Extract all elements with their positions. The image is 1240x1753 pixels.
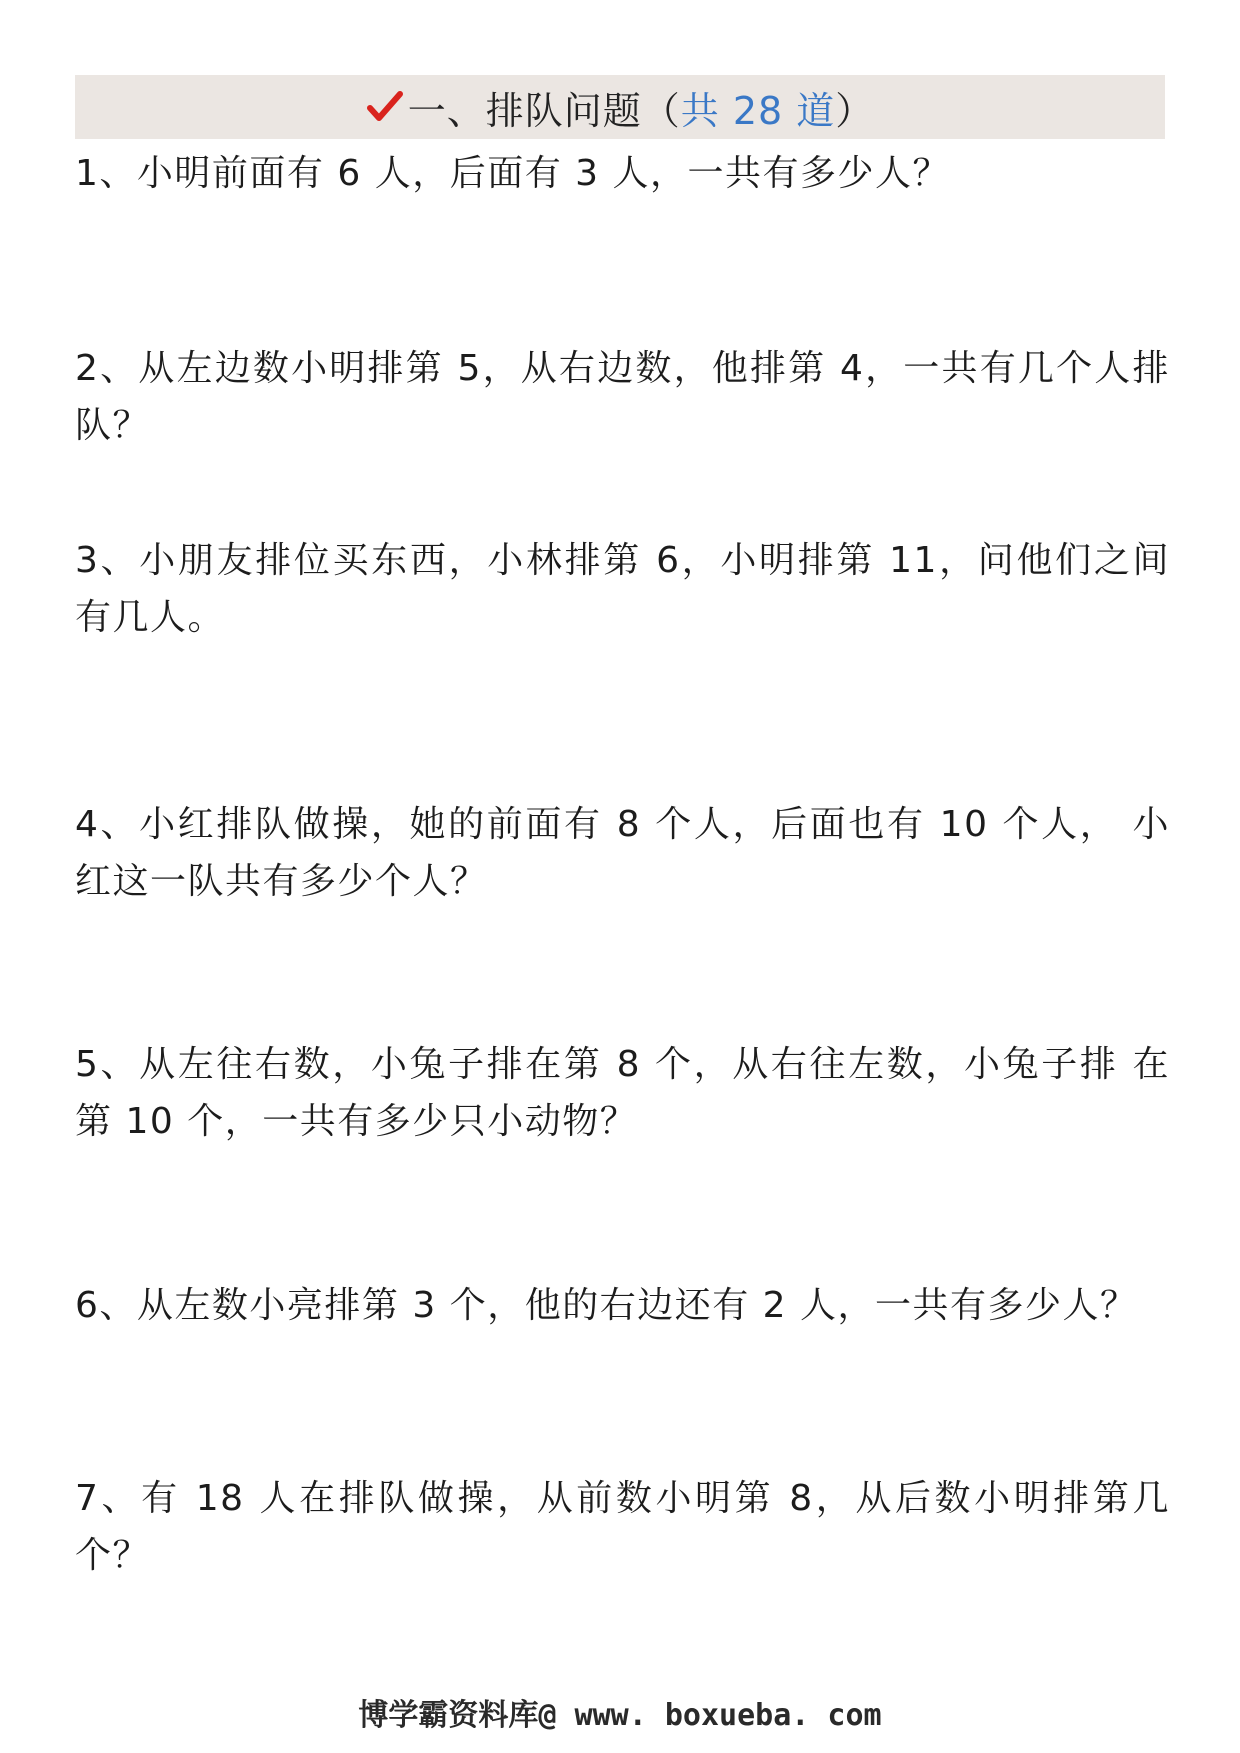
question-5: 5、从左往右数，小兔子排在第 8 个，从右往左数，小兔子排 在第 10 个，一共有多少只小动物？: [75, 1044, 1170, 1142]
check-mark-icon: [366, 88, 404, 126]
question-6: 6、从左数小亮排第 3 个，他的右边还有 2 人，一共有多少人？: [75, 1285, 1138, 1326]
question-2: 2、从左边数小明排第 5，从右边数，他排第 4，一共有几个人排队？: [75, 348, 1170, 446]
section-header: [75, 75, 1165, 139]
footer-watermark: 博学霸资料库@ www. boxueba. com: [358, 1698, 882, 1733]
question-count: 共 28 道: [680, 88, 836, 133]
question-3: 3、小朋友排位买东西，小林排第 6，小明排第 11，问他们之间有几人。: [75, 540, 1170, 638]
paren-close: ）: [835, 88, 875, 133]
question-4: 4、小红排队做操，她的前面有 8 个人，后面也有 10 个人， 小红这一队共有多少个人？: [75, 804, 1170, 902]
paren-open: （: [641, 88, 681, 133]
question-7: 7、有 18 人在排队做操，从前数小明第 8，从后数小明排第几个？: [75, 1478, 1170, 1576]
section-title: 一、排队问题: [407, 88, 642, 133]
question-1: 1、小明前面有 6 人，后面有 3 人，一共有多少人？: [75, 153, 950, 194]
